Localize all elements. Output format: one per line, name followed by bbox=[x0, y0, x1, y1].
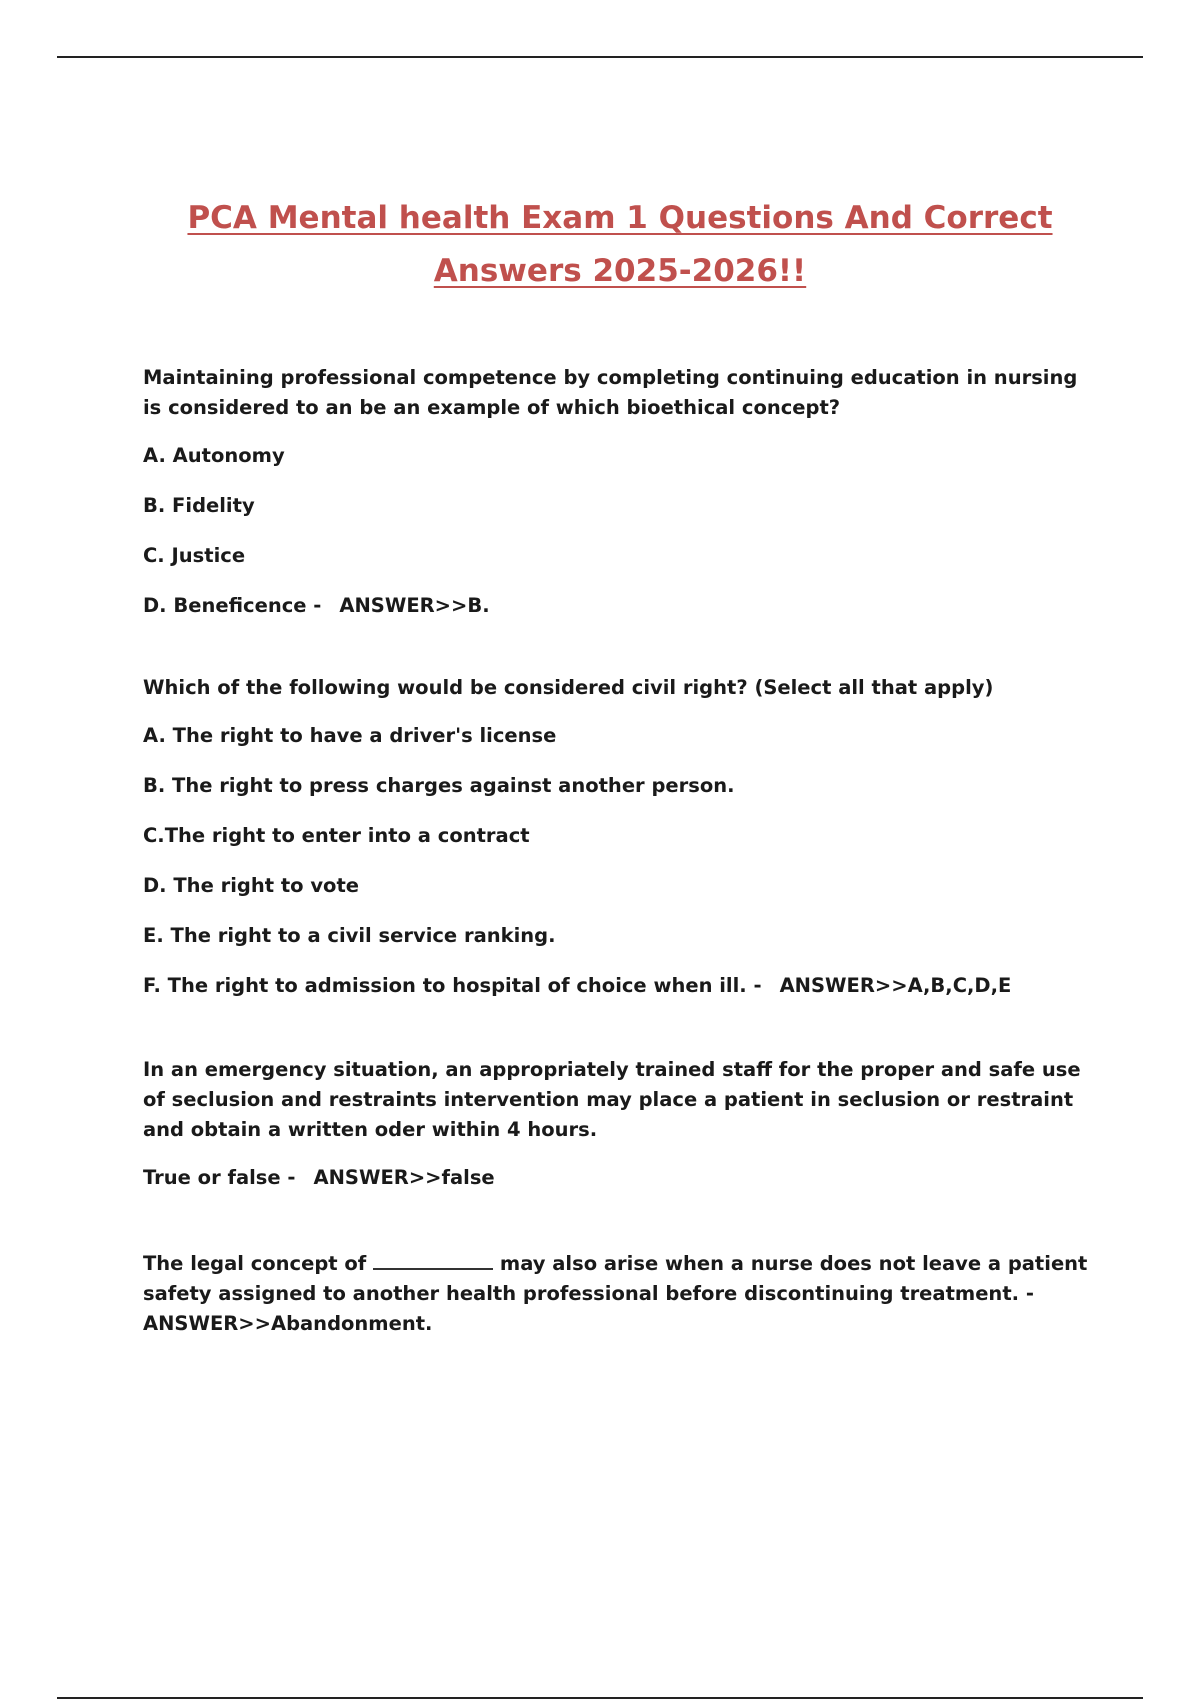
question-text: In an emergency situation, an appropriately trained staff for the proper and safe use of seclusion and restraints intervention may place a patient in seclusion or restraint and obtain a written oder within 4 hours. bbox=[143, 1058, 1081, 1141]
answer-text: ANSWER>>A,B,C,D,E bbox=[779, 974, 1012, 997]
answer-text: ANSWER>>B. bbox=[339, 594, 490, 617]
option-d-text: D. Beneficence - bbox=[143, 594, 322, 617]
title-line-2: Answers 2025-2026!! bbox=[433, 253, 807, 289]
answer-text: ANSWER>>Abandonment. bbox=[143, 1312, 433, 1335]
option-c: C.The right to enter into a contract bbox=[143, 824, 530, 847]
question-list bbox=[143, 363, 1093, 1339]
true-false-text: True or false - bbox=[143, 1166, 296, 1189]
option-a: A. Autonomy bbox=[143, 444, 285, 467]
option-f bbox=[143, 971, 1093, 1001]
answer-text: ANSWER>>false bbox=[313, 1166, 495, 1189]
question-text-before-blank: The legal concept of bbox=[143, 1252, 367, 1275]
bottom-divider bbox=[57, 1697, 1143, 1699]
question-text-after-blank: may also arise when a nurse does not leave a patient safety assigned to another health professional before discontinuing treatment. - bbox=[143, 1252, 1088, 1305]
option-a: A. The right to have a driver's license bbox=[143, 724, 557, 747]
top-divider bbox=[57, 56, 1143, 58]
option-d bbox=[143, 591, 1093, 621]
document-title bbox=[120, 192, 1120, 298]
question-block-2 bbox=[143, 673, 1093, 1001]
option-e: E. The right to a civil service ranking. bbox=[143, 924, 556, 947]
title-line-1: PCA Mental health Exam 1 Questions And Correct bbox=[187, 200, 1053, 236]
option-f-text: F. The right to admission to hospital of choice when ill. - bbox=[143, 974, 762, 997]
question-block-1 bbox=[143, 363, 1093, 621]
option-b: B. The right to press charges against another person. bbox=[143, 774, 735, 797]
question-text bbox=[143, 1249, 1093, 1339]
true-false-line bbox=[143, 1163, 1093, 1193]
fill-in-blank bbox=[373, 1250, 493, 1270]
question-text: Which of the following would be considered civil right? (Select all that apply) bbox=[143, 676, 994, 699]
option-d: D. The right to vote bbox=[143, 874, 359, 897]
question-block-3 bbox=[143, 1055, 1093, 1193]
question-text: Maintaining professional competence by completing continuing education in nursing is considered to an be an example of which bioethical concept? bbox=[143, 366, 1078, 419]
option-b: B. Fidelity bbox=[143, 494, 255, 517]
option-c: C. Justice bbox=[143, 544, 246, 567]
question-block-4 bbox=[143, 1249, 1093, 1339]
